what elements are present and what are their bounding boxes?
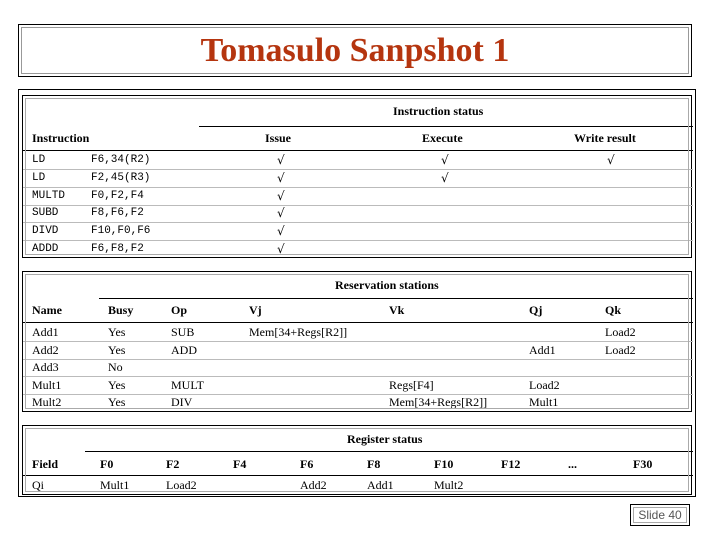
col-busy: Busy	[108, 303, 134, 317]
instr-operands: F2,45(R3)	[91, 171, 151, 184]
rs-vj: Mem[34+Regs[R2]]	[249, 325, 348, 339]
rs-busy: Yes	[108, 342, 126, 357]
rs-name: Mult2	[32, 395, 62, 410]
slide-number: Slide 40	[638, 508, 682, 522]
register-qi: Mult2	[434, 478, 464, 492]
rs-name: Add3	[32, 360, 59, 375]
col-vk: Vk	[389, 303, 405, 317]
issue-check-icon: √	[277, 188, 285, 203]
rs-vk: Mem[34+Regs[R2]]	[389, 395, 488, 410]
register-qi: Load2	[166, 478, 197, 492]
issue-check-icon: √	[277, 206, 285, 221]
register-name: F10	[434, 457, 454, 471]
rs-qj: Load2	[529, 377, 560, 392]
slide-number-box	[630, 504, 690, 526]
register-name: F0	[100, 457, 114, 471]
field-label: Field	[32, 457, 58, 471]
execute-check-icon: √	[441, 153, 449, 167]
rs-busy: Yes	[108, 377, 126, 392]
rs-qk: Load2	[605, 325, 636, 339]
instr-op: LD	[32, 171, 46, 184]
col-write-result: Write result	[574, 131, 636, 145]
rs-name: Mult1	[32, 377, 62, 392]
register-status-panel	[22, 425, 692, 495]
rs-op: ADD	[171, 342, 197, 357]
instr-op: MULTD	[32, 189, 66, 202]
instruction-status-panel	[22, 95, 692, 258]
col-vj: Vj	[249, 303, 262, 317]
register-name: F2	[166, 457, 180, 471]
execute-check-icon: √	[441, 170, 449, 185]
register-name: F6	[300, 457, 314, 471]
instr-op: LD	[32, 154, 46, 166]
register-name: ...	[568, 457, 577, 471]
register-qi: Mult1	[100, 478, 130, 492]
instr-operands: F10,F0,F6	[91, 225, 151, 238]
rs-busy: Yes	[108, 325, 126, 339]
register-name: F12	[501, 457, 521, 471]
rs-qj: Add1	[529, 342, 556, 357]
col-execute: Execute	[422, 131, 463, 145]
col-qk: Qk	[605, 303, 622, 317]
instr-operands: F0,F2,F4	[91, 189, 144, 202]
title-box	[18, 24, 692, 77]
rs-vk: Regs[F4]	[389, 377, 434, 392]
rs-busy: Yes	[108, 395, 126, 410]
col-qj: Qj	[529, 303, 543, 317]
col-name: Name	[32, 303, 62, 317]
rs-op: MULT	[171, 377, 204, 392]
qi-label: Qi	[32, 478, 44, 492]
rs-name: Add1	[32, 325, 59, 339]
register-qi: Add1	[367, 478, 394, 492]
instruction-status-heading: Instruction status	[393, 104, 484, 118]
rs-qj: Mult1	[529, 395, 559, 410]
rs-op: SUB	[171, 325, 195, 339]
page-title: Tomasulo Sanpshot 1	[200, 31, 510, 69]
rs-busy: No	[108, 360, 123, 375]
instr-operands: F6,F8,F2	[91, 243, 144, 255]
instr-op: SUBD	[32, 207, 59, 220]
register-name: F4	[233, 457, 247, 471]
register-qi: Add2	[300, 478, 327, 492]
col-op: Op	[171, 303, 188, 317]
reservation-stations-panel	[22, 271, 692, 412]
instr-op: ADDD	[32, 243, 59, 255]
reservation-stations-heading: Reservation stations	[335, 278, 439, 292]
rs-qk: Load2	[605, 342, 636, 357]
issue-check-icon: √	[277, 242, 285, 256]
col-instruction: Instruction	[32, 131, 90, 145]
register-name: F8	[367, 457, 381, 471]
instr-op: DIVD	[32, 225, 59, 238]
register-status-heading: Register status	[347, 432, 423, 446]
col-issue: Issue	[265, 131, 292, 145]
issue-check-icon: √	[277, 153, 285, 167]
instr-operands: F8,F6,F2	[91, 207, 144, 220]
issue-check-icon: √	[277, 170, 285, 185]
register-name: F30	[633, 457, 653, 471]
rs-op: DIV	[171, 395, 193, 410]
instr-operands: F6,34(R2)	[91, 154, 151, 166]
write-check-icon: √	[607, 153, 615, 167]
issue-check-icon: √	[277, 224, 285, 239]
rs-name: Add2	[32, 342, 59, 357]
